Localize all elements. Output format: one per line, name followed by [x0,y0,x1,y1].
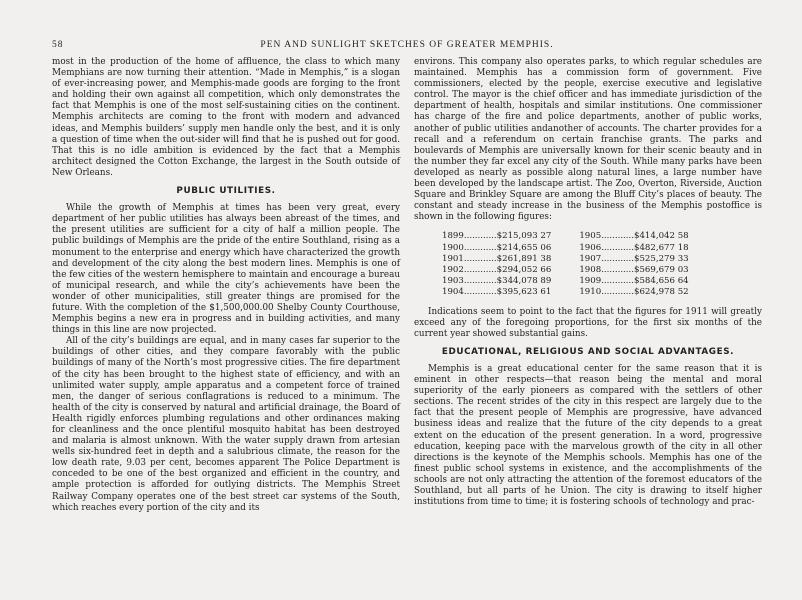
figures-right-column [579,231,688,298]
figure-row: 1902............$294,052 66 [442,265,552,276]
figure-row: 1907............$525,279 33 [579,253,689,264]
figure-row: 1908............$569,679 03 [579,265,689,276]
public-utilities-paragraph-2: All of the city’s buildings are equal, and in many cases far superior to the buildings of other cities, and they compare favorably with the public buildings of many of the North’s most progressive cities. The fire department of the city has been brought to the highest state of efficiency, and with an unlimited water supply, ample apparatus and a competent force of trained men, the danger of serious conflagrations is reduced to a minimum. The health of the city is conserved by natural and artificial drainage, the Board of Health rigidly enforces plumbing regulations and other ordinances making for cleanliness and the once plentiful mosquito habitat has been destroyed and malaria is almost unknown. With the water supply drawn from artesian wells six-hundred feet in depth and a salubrious climate, the reason for the low death rate, 9.03 per cent, becomes apparent The Police Department is conceded to be one of the best organized and efficient in the country, and ample protection is afforded for outlying districts. The Memphis Street Railway Company operates one of the best street car systems of the South, which reaches every portion of the city and its [52,336,400,513]
page-number: 58 [52,40,64,50]
figure-row: 1903............$344,078 89 [442,276,552,287]
intro-paragraph: most in the production of the home of affluence, the class to which many Memphians are now turning their attention. “Made in Memphis,” is a slogan of ever-increasing power, and Memphis-made goods are forging to the front and holding their own against all competition, which only demonstrates the fact that Memphis is one of the most self-sustaining cities on the continent. Memphis architects are coming to the front with modern and advanced ideas, and Memphis builders’ supply men handle only the best, and it is only a question of time when the out-sider will find that he is pushed out for good. That this is no idle ambition is evidenced by the fact that a Memphis architect designed the Cotton Exchange, the largest in the South outside of New Orleans. [52,57,400,178]
figure-row: 1900............$214,655 06 [442,242,552,253]
right-column [414,57,762,508]
figure-row: 1905............$414,042 58 [579,231,689,242]
figure-row: 1904............$395,623 61 [442,287,552,298]
figure-row: 1906............$482,677 18 [579,242,689,253]
figures-left-column [442,231,551,298]
left-column [52,57,400,514]
educational-paragraph: Memphis is a great educational center for the same reason that it is eminent in other respects—that reason being the mental and moral superiority of the early pioneers as compared with the settlers of other sections. The recent strides of the city in this respect are largely due to the fact that the present people of Memphis are progressive, have advanced business ideas and realize that the future of the city depends to a great extent on the education of the present generation. In a word, progressive education, keeping pace with the marvelous growth of the city in all other directions is the keynote of the Memphis schools. Memphis has one of the finest public school systems in existence, and the accomplishments of the schools are not only attracting the attention of the foremost educators of the Southland, but all parts of he Union. The city is drawing to itself higher institutions from time to time; it is fostering schools of technology and prac- [414,364,762,508]
page-header [52,40,762,54]
figure-row: 1910............$624,978 52 [579,287,689,298]
figure-row: 1909............$584,656 64 [579,276,689,287]
figure-row: 1899............$215,093 27 [442,231,552,242]
figures-commentary-paragraph: Indications seem to point to the fact that the figures for 1911 will greatly exceed any of the foregoing proportions, for the first six months of the current year showed substantial gains. [414,306,762,339]
figure-row: 1901............$261,891 38 [442,253,552,264]
section-heading-public-utilities: PUBLIC UTILITIES. [176,186,276,197]
running-title: PEN AND SUNLIGHT SKETCHES OF GREATER MEMPHIS. [260,40,554,50]
postoffice-figures-table [442,231,762,298]
section-heading-educational: EDUCATIONAL, RELIGIOUS AND SOCIAL ADVANTAGES. [441,346,735,357]
utilities-continued-paragraph: environs. This company also operates parks, to which regular schedules are maintained. Memphis has a commission form of government. Five commissioners, elected by the people, exercise executive and legislative control. The mayor is the chief officer and has immediate jurisdiction of the department of health, hospitals and similar institutions. One commissioner has charge of the fire and police departments, another of public works, another of public utilities andanother of accounts. The charter provides for a recall and a referendum on certain franchise grants. The parks and boulevards of Memphis are universally known for their scenic beauty and in the number they far excel any city of the South. While many parks have been developed as nearly as possible along natural lines, a large number have been developed by the landscape artist. The Zoo, Overton, Riverside, Auction Square and Brinkley Square are among the Bluff City’s places of beauty. The constant and steady increase in the business of the Memphis postoffice is shown in the following figures: [414,57,762,223]
public-utilities-paragraph-1: While the growth of Memphis at times has been very great, every department of her public utilities has always been abreast of the times, and the present utilities are sufficient for a city of half a million people. The public buildings of Memphis are the pride of the entire Southland, rising as a monument to the enterprise and energy which have characterized the growth and development of the city along the best modern lines. Memphis is one of the few cities of the western hemisphere to maintain and encourage a bureau of municipal research, and while the city’s achievements have been the wonder of other municipalities, still greater things are promised for the future. With the completion of the $1,500,000.00 Shelby County Courthouse, Memphis begins a new era in progress and in building activities, and many things in this line are now projected. [52,203,400,336]
